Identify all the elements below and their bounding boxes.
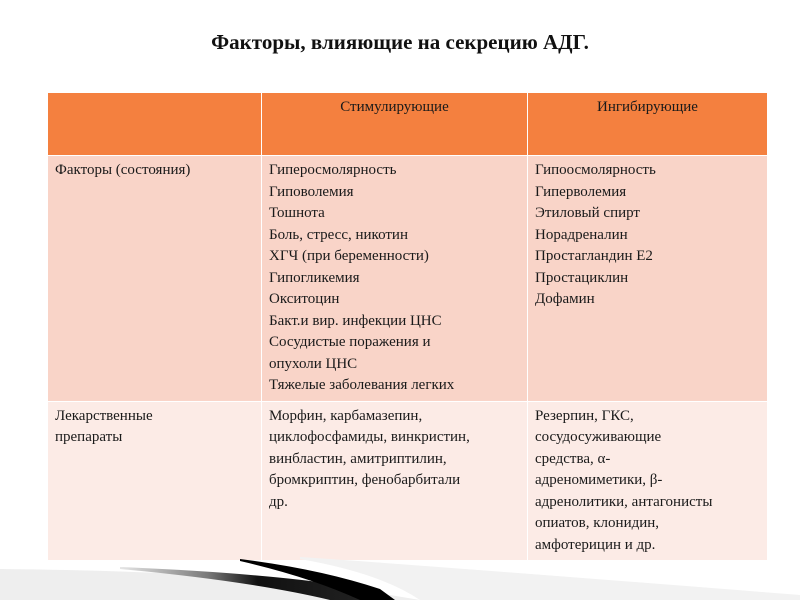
list-item: Сосудистые поражения и — [269, 334, 431, 350]
list-item: Гиповолемия — [269, 183, 354, 200]
header-stimulating: Стимулирующие — [262, 93, 528, 156]
list-item: Окситоцин — [269, 291, 340, 307]
conditions-inhibiting-cell — [528, 156, 768, 402]
slide-bottom-decoration — [0, 555, 800, 600]
list-item: средства, α- — [535, 450, 611, 467]
list-item: Морфин, карбамазепин, — [269, 407, 423, 424]
list-item: др. — [269, 493, 288, 510]
list-item: Гиперосмолярность — [269, 162, 397, 178]
swoosh-decoration — [0, 555, 800, 600]
row-label-conditions: Факторы (состояния) — [48, 156, 262, 402]
list-item: винбластин, амитриптилин, — [269, 450, 447, 467]
conditions-stimulating-cell — [262, 156, 528, 402]
header-empty-cell — [48, 93, 262, 156]
slide-title: Факторы, влияющие на секрецию АДГ. — [211, 30, 589, 54]
adh-factors-table — [47, 92, 768, 561]
row-label-line: препараты — [55, 429, 123, 445]
list-item: Тяжелые заболевания легких — [269, 377, 455, 393]
header-inhibiting: Ингибирующие — [528, 93, 768, 156]
list-item: Простациклин — [535, 269, 629, 286]
drugs-inhibiting-cell — [528, 401, 768, 561]
list-item: Норадреналин — [535, 226, 628, 243]
list-item: Дофамин — [535, 291, 595, 307]
list-item: Резерпин, ГКС, — [535, 407, 634, 424]
row-label-drugs — [48, 401, 262, 561]
list-item: ХГЧ (при беременности) — [269, 248, 429, 264]
list-item: адренолитики, антагонисты — [535, 493, 713, 510]
list-item: бромкриптин, фенобарбитали — [269, 472, 461, 488]
list-item: Бакт.и вир. инфекции ЦНС — [269, 312, 442, 329]
list-item: адреномиметики, β- — [535, 472, 663, 488]
list-item: циклофосфамиды, винкристин, — [269, 429, 470, 445]
table-header-row — [48, 93, 768, 156]
list-item: Тошнота — [269, 205, 325, 221]
list-item: Боль, стресс, никотин — [269, 226, 408, 243]
list-item: Гипоосмолярность — [535, 162, 656, 178]
list-item: Простагландин Е2 — [535, 248, 653, 264]
list-item: опиатов, клонидин, — [535, 515, 660, 531]
table-row-conditions — [48, 156, 768, 402]
row-label-line: Лекарственные — [55, 407, 153, 424]
drugs-stimulating-cell — [262, 401, 528, 561]
list-item: Этиловый спирт — [535, 205, 640, 221]
list-item: амфотерицин и др. — [535, 536, 656, 553]
list-item: Гипогликемия — [269, 269, 360, 286]
list-item: сосудосуживающие — [535, 429, 662, 445]
list-item: опухоли ЦНС — [269, 355, 358, 372]
list-item: Гиперволемия — [535, 183, 627, 200]
table-row-drugs — [48, 401, 768, 561]
